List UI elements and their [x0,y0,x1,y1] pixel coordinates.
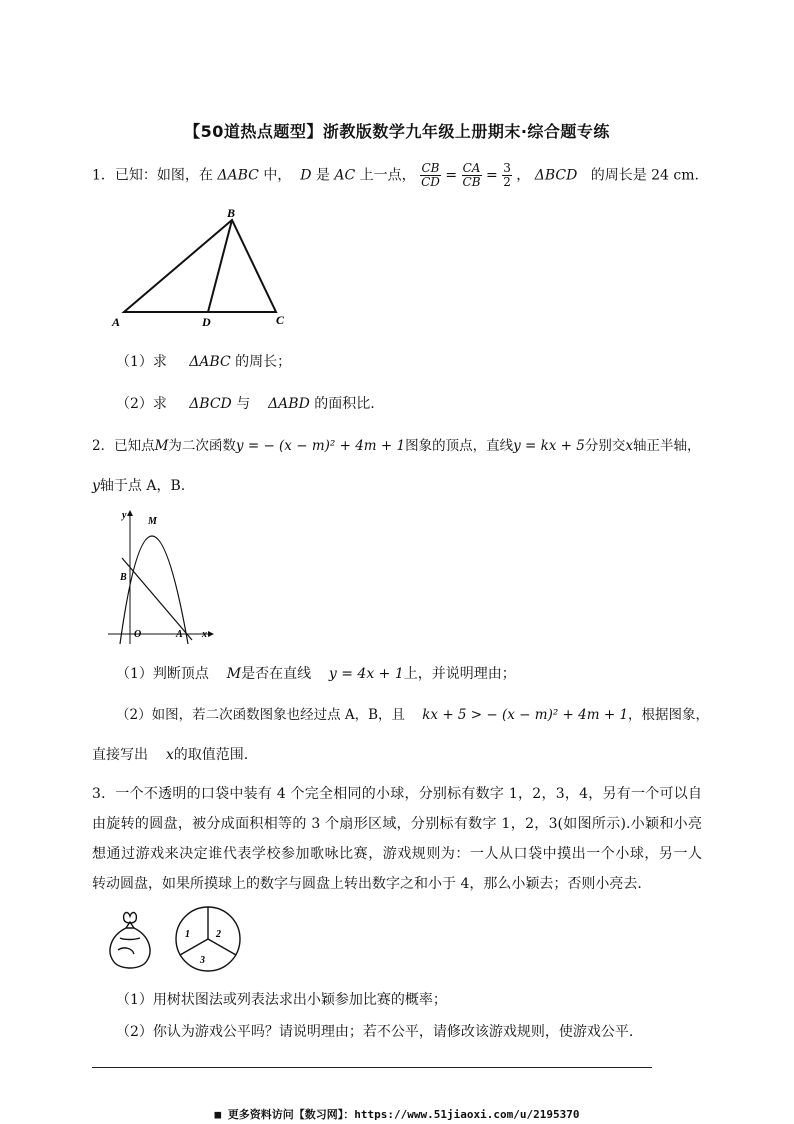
q2-sub1: （1）判断顶点 M是否在直线 y = 4x + 1上，并说明理由； [116,666,516,682]
label-y: y [122,510,127,521]
parabola-figure [104,508,216,646]
q1-sub1: （1）求 ΔABC 的周长； [116,354,292,370]
q2-sub2-line2: 直接写出 x的取值范围. [92,747,249,763]
triangle-figure [110,205,300,330]
segment-bd [208,220,232,312]
q3-line1: 3．一个不透明的口袋中装有 4 个完全相同的小球，分别标有数字 1，2，3，4，另有一个可以自 [92,786,702,802]
q3-line2: 由旋转的圆盘，被分成面积相等的 3 个扇形区域，分别标有数字 1，2，3(如图所示).小颖和小亮 [92,816,702,832]
label-b: B [120,572,127,583]
page-title: 【50道热点题型】浙教版数学九年级上册期末·综合题专练 [184,122,610,141]
label-a: A [176,629,183,640]
q3-line4: 转动圆盘，如果所摸球上的数字与圆盘上转出数字之和小于 4，那么小颖去；否则小亮去. [92,876,642,892]
fraction-3-2: $\frac{3}{2}$ [503,161,511,189]
q2-statement-line1: 2．已知点M为二次函数y = − (x − m)² + 4m + 1图象的顶点，直线y = kx + 5分别交x轴正半轴， [92,438,701,454]
label-o: O [134,629,142,640]
label-a: A [112,315,121,329]
label-c: C [276,313,285,327]
triangle-abc [124,220,276,312]
q1-sub2: （2）求 ΔBCD 与 ΔABD 的面积比. [116,396,375,412]
footer-link[interactable]: ■ 更多资料访问【数习网】：https://www.51jiaoxi.com/u/2195370 [214,1108,580,1121]
label-x: x [202,629,207,640]
x-axis-arrow [208,631,214,637]
footer-divider [92,1067,652,1068]
spinner-label-2: 2 [216,929,221,940]
spinner-label-1: 1 [185,929,190,940]
line-ab [122,558,192,640]
q3-figure [104,906,254,976]
q2-sub2: （2）如图，若二次函数图象也经过点 A，B，且 kx + 5 > − (x − m)² + 4m + 1，根据图象， [116,707,710,723]
spinner-label-3: 3 [200,955,205,966]
q3-sub1: （1）用树状图法或列表法求出小颖参加比赛的概率； [116,992,447,1008]
label-d: D [202,315,211,329]
bag-icon [110,913,150,968]
fraction-cb-cd: $\frac{CB}{CD}$ [421,161,440,189]
label-b: B [227,206,236,220]
q3-line3: 想通过游戏来决定谁代表学校参加歌咏比赛，游戏规则为：一人从口袋中摸出一个小球，另一人 [92,846,702,862]
fraction-ca-cb: $\frac{CA}{CB}$ [462,161,481,189]
q3-sub2: （2）你认为游戏公平吗？请说明理由；若不公平，请修改该游戏规则，使游戏公平. [116,1024,634,1040]
spinner-icon [176,907,240,971]
y-axis-arrow [127,510,133,516]
label-m: M [148,516,157,527]
q1-statement: 1．已知：如图，在 ΔABC 中， D 是 AC 上一点， $\frac{CB}{CD}$ = $\frac{CA}{CB}$ = $\frac{3}{2}$ ， ΔBCD 的周长是 24 cm. [92,161,699,189]
q2-statement-line2: y轴于点 A，B. [92,478,186,494]
